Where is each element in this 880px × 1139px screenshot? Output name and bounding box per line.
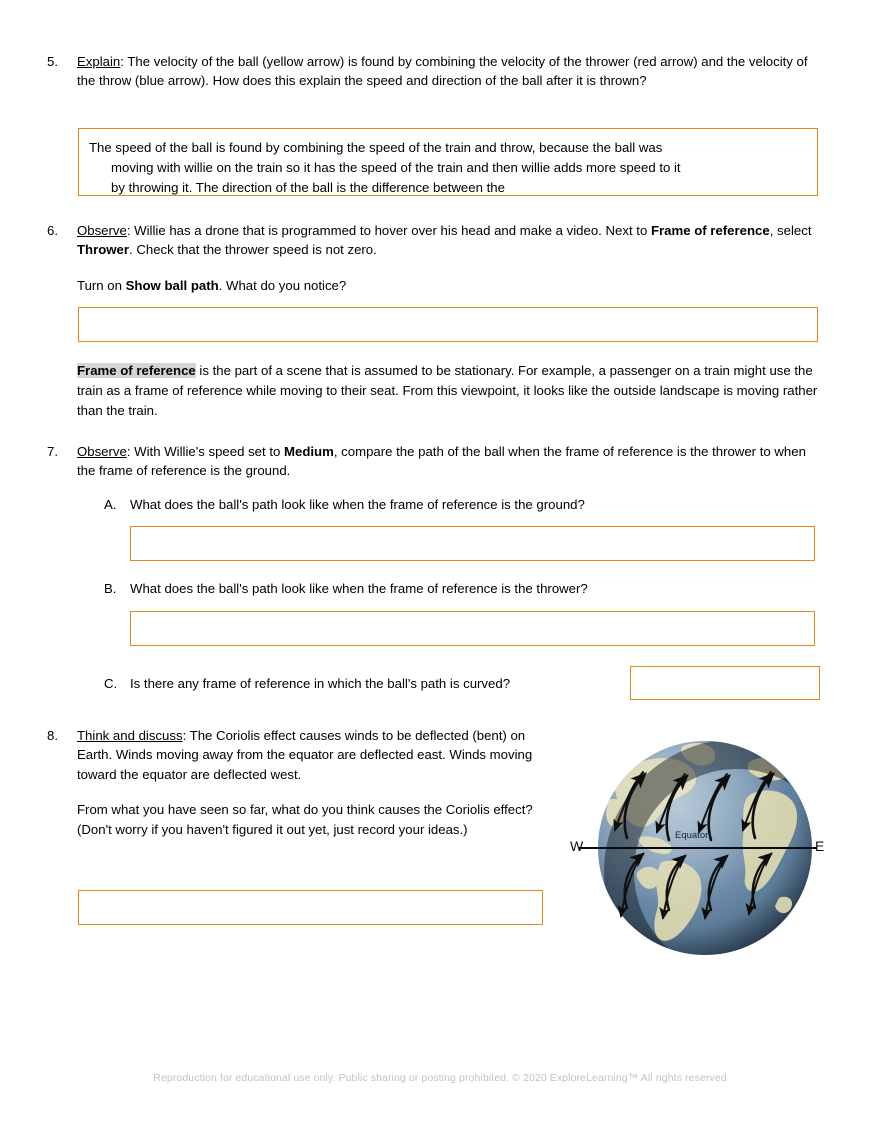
east-label: E — [815, 838, 825, 854]
question-6-text-b: , select — [769, 223, 812, 238]
question-7-text-b: , compare the path of the ball when the frame of reference is the thrower to when the frame of reference is the ground. — [77, 444, 806, 479]
question-6-prompt-2 — [77, 276, 825, 295]
question-8-prompt — [77, 726, 547, 784]
question-5 — [47, 52, 825, 91]
west-label: W — [570, 838, 584, 854]
question-8 — [47, 726, 547, 839]
question-7b — [104, 579, 824, 598]
page-footer: Reproduction for educational use only. Public sharing or posting prohibited. © 2020 ExploreLearning™ All rights reserved — [153, 1072, 727, 1084]
question-6-number: 6. — [47, 223, 58, 238]
question-6-prompt — [77, 221, 825, 260]
question-6-text-c: . Check that the thrower speed is not zero. — [129, 242, 377, 258]
question-5-text: : The velocity of the ball (yellow arrow) is found by combining the velocity of the thrower (red arrow) and the velocity of the throw (blue arrow). How does this explain the speed and direction of the ball after it is thrown? — [77, 54, 808, 89]
answer-line-1: The speed of the ball is found by combining the speed of the train and throw, because the ball was — [89, 140, 663, 155]
definition-body: is the part of a scene that is assumed to be stationary. For example, a passenger on a train might use the train as a frame of reference while moving to their seat. From this viewpoint, it looks like the outside landscape is moving rather than the train. — [77, 363, 818, 418]
question-7-bold-medium: Medium — [284, 444, 334, 459]
question-7a — [104, 495, 824, 514]
question-5-label: Explain — [77, 54, 121, 69]
question-8-body — [77, 726, 547, 839]
question-7c-letter: C. — [104, 676, 118, 691]
question-6-text-a: : Willie has a drone that is programmed to hover over his head and make a video. Next to — [126, 223, 651, 238]
question-7-number: 7. — [47, 444, 58, 459]
equator-label: Equator — [675, 830, 709, 841]
question-5-number: 5. — [47, 54, 58, 69]
question-5-prompt — [77, 52, 825, 91]
question-6-body — [77, 221, 825, 295]
question-7-text-a: : With Willie's speed set to — [126, 444, 284, 459]
earth-globe-svg — [565, 722, 835, 962]
question-7b-answer-text — [131, 612, 814, 629]
question-6-label: Observe — [77, 223, 127, 238]
answer-line-2: moving with willie on the train so it has the speed of the train and then willie adds more speed to it — [111, 160, 681, 176]
question-7-body — [77, 442, 825, 481]
question-6-bold-thrower: Thrower — [77, 242, 130, 258]
question-7c-answer-text — [631, 667, 819, 684]
question-8-prompt-2: From what you have seen so far, what do you think causes the Coriolis effect? (Don't worry if you haven't figured it out yet, just record your ideas.) — [77, 802, 533, 837]
question-7b-letter: B. — [104, 581, 117, 596]
question-6-bold-frame-of-reference: Frame of reference — [650, 223, 770, 238]
question-6-bold-show-ball-path: Show ball path — [125, 277, 219, 293]
question-7c-text: Is there any frame of reference in which the ball's path is curved? — [130, 676, 511, 691]
definition-term: Frame of reference — [77, 363, 196, 378]
question-8-answer-box[interactable] — [78, 890, 543, 925]
question-6-text-e: . What do you notice? — [218, 277, 347, 293]
question-7b-answer-box[interactable] — [130, 611, 815, 646]
question-8-text-a: : The Coriolis effect causes winds to be deflected (bent) on Earth. Winds moving away from the equator are deflected east. Winds moving toward the equator are deflected west. — [77, 728, 533, 782]
question-5-answer-box[interactable] — [78, 128, 818, 196]
question-7a-text: What does the ball's path look like when the frame of reference is the ground? — [130, 497, 585, 512]
question-7-label: Observe — [77, 444, 127, 459]
question-7 — [47, 442, 825, 481]
question-6-text-d: Turn on — [77, 277, 126, 293]
coriolis-earth-figure — [565, 722, 835, 962]
question-6-answer-text — [79, 308, 817, 325]
question-8-number: 8. — [47, 728, 58, 743]
question-7c — [104, 674, 624, 693]
question-7c-answer-box[interactable] — [630, 666, 820, 700]
question-8-label: Think and discuss — [77, 728, 183, 743]
question-7-prompt — [77, 442, 825, 481]
question-6 — [47, 221, 825, 295]
question-7b-text: What does the ball's path look like when the frame of reference is the thrower? — [130, 581, 588, 596]
frame-of-reference-definition — [77, 361, 825, 420]
question-5-answer-text — [79, 129, 817, 206]
question-8-answer-text — [79, 891, 542, 908]
answer-line-3: by throwing it. The direction of the ball is the difference between the — [111, 180, 505, 196]
question-6-answer-box[interactable] — [78, 307, 818, 342]
question-7a-answer-box[interactable] — [130, 526, 815, 561]
question-7a-letter: A. — [104, 497, 117, 512]
question-7a-answer-text — [131, 527, 814, 544]
question-5-body — [77, 52, 825, 91]
